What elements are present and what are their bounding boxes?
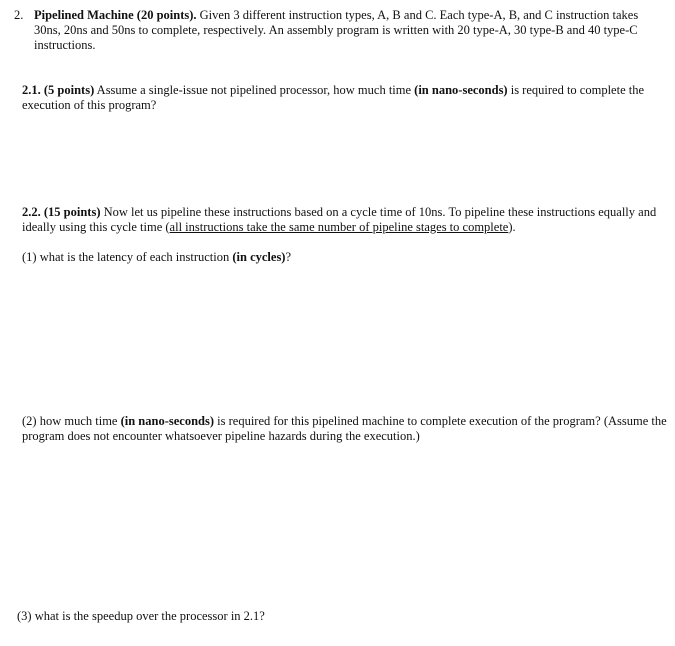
question-2-2-part-3: [17, 609, 662, 624]
question-2: [14, 8, 664, 53]
question-2-2-part-1: [22, 250, 667, 265]
question-2-1-label: 2.1. (5 points): [22, 83, 95, 97]
question-2-2-part-2: [22, 414, 667, 444]
question-2-2-text: Now let us pipeline these instructions based on a cycle time of 10ns. To pipeline these instructions equally and ideally using this cycle time (: [22, 205, 657, 234]
part-2-emphasis: (in nano-seconds): [120, 414, 215, 428]
question-2-1-text-end: is required to complete the execution of this program?: [22, 83, 645, 112]
question-2-2-underlined: all instructions take the same number of pipeline stages to complete: [169, 220, 509, 234]
part-2-text-end: is required for this pipelined machine to complete execution of the program? (Assume the program does not encounter whatsoever pipeline hazards during the execution.): [22, 414, 667, 443]
question-title: Pipelined Machine (20 points).: [34, 8, 197, 22]
part-1-text: (1) what is the latency of each instruction: [22, 250, 233, 264]
question-2-1-text: Assume a single-issue not pipelined processor, how much time: [94, 83, 415, 97]
question-2-2: [22, 205, 667, 235]
part-1-text-end: ?: [285, 250, 292, 264]
question-2-2-text-end: ).: [508, 220, 516, 234]
question-2-body: [34, 8, 664, 53]
question-2-2-label: 2.2. (15 points): [22, 205, 101, 219]
question-number: 2.: [14, 8, 24, 22]
part-3-text: (3) what is the speedup over the processor in 2.1?: [17, 609, 265, 623]
question-intro-text: Given 3 different instruction types, A, B and C. Each type-A, B, and C instruction takes 30ns, 20ns and 50ns to complete, respectively. An assembly program is written with 20 type-A, 30 type-B and 40 type-C instructions.: [34, 8, 639, 52]
part-2-text: (2) how much time: [22, 414, 121, 428]
question-2-1-emphasis: (in nano-seconds): [414, 83, 508, 97]
part-1-emphasis: (in cycles): [232, 250, 286, 264]
question-2-1: [22, 83, 667, 113]
